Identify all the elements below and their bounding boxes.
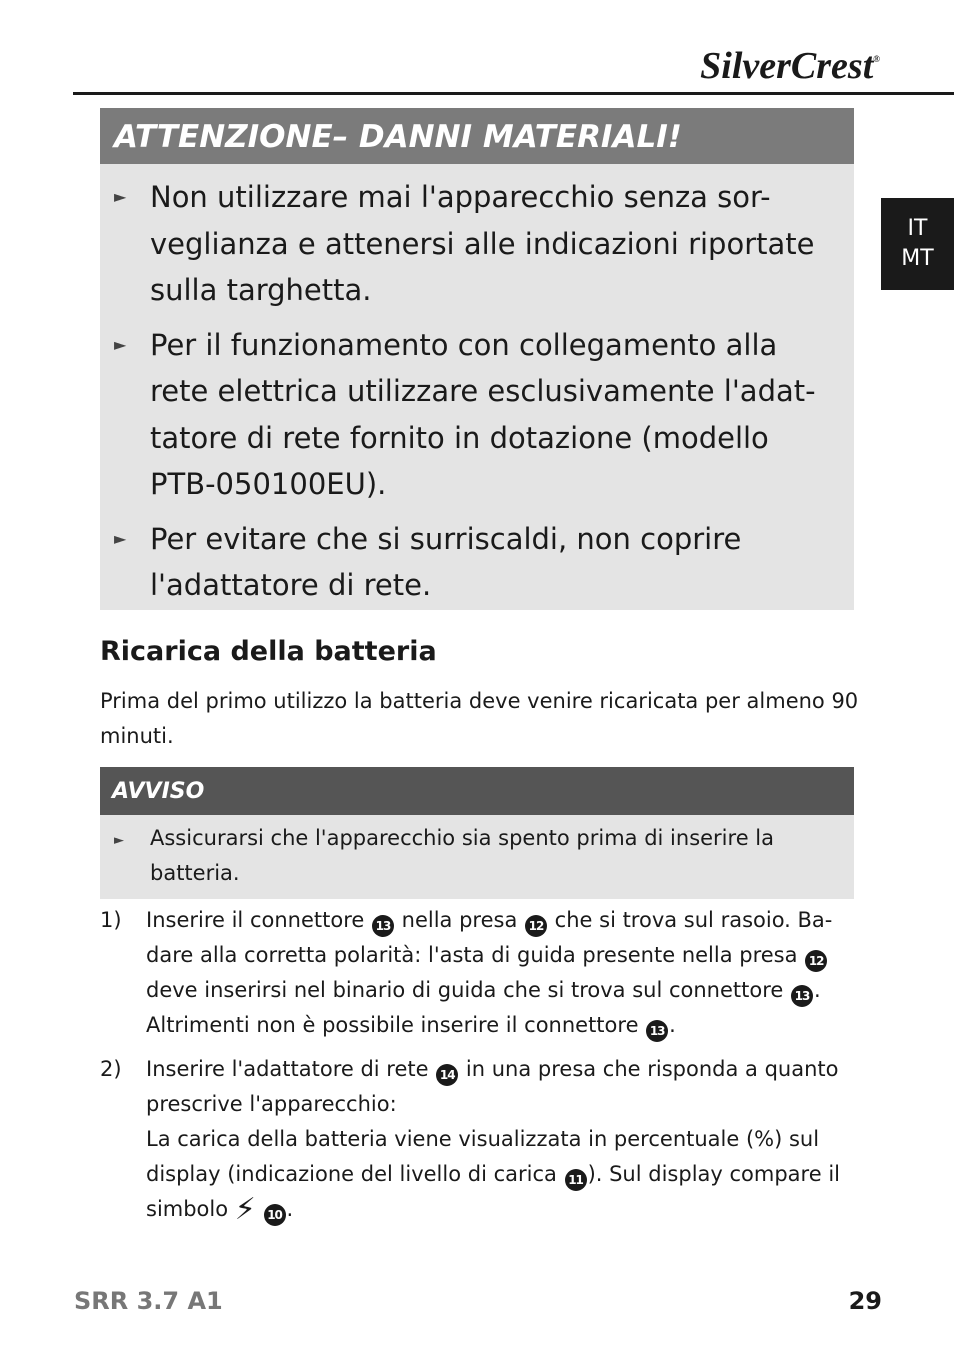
ref-number-badge: 10 <box>264 1204 286 1226</box>
language-code-mt: MT <box>901 246 934 271</box>
lightning-bolt-icon: ⚡︎ <box>234 1192 256 1227</box>
triangle-right-icon: ► <box>114 187 127 206</box>
step-item <box>100 1052 860 1227</box>
ref-number-badge: 13 <box>372 915 394 937</box>
step-text: ). Sul display compare il simbolo <box>146 1162 840 1221</box>
note-title: AVVISO <box>100 767 854 815</box>
step-text: nella presa <box>394 908 524 932</box>
ref-number-badge: 13 <box>791 985 813 1007</box>
step-text: Inserire l'adattatore di rete <box>146 1057 436 1081</box>
trademark-symbol: ® <box>873 54 880 64</box>
step-text: Inserire il connettore <box>146 908 371 932</box>
step-text: . <box>669 1013 676 1037</box>
step-text: che si trova sul rasoio. Ba-dare alla corretta polarità: l'asta di guida presente nella presa <box>146 908 833 967</box>
triangle-right-icon: ► <box>114 528 127 548</box>
footer-page-number: 29 <box>848 1287 882 1315</box>
step-number: 1) <box>100 908 122 932</box>
step-text: . <box>286 1197 294 1221</box>
step-number: 2) <box>100 1057 122 1081</box>
ref-number-badge: 13 <box>646 1020 668 1042</box>
warning-list <box>100 164 854 609</box>
section-title: Ricarica della batteria <box>100 636 437 667</box>
triangle-right-icon: ► <box>114 833 124 848</box>
footer-model-number: SRR 3.7 A1 <box>74 1287 223 1315</box>
warning-item <box>114 322 834 508</box>
ref-number-badge: 11 <box>565 1169 587 1191</box>
brand-name: SilverCrest <box>700 45 874 87</box>
language-tab <box>881 198 954 290</box>
step-text: . Altrimenti non è possibile inserire il connettore <box>146 978 821 1037</box>
warning-item <box>114 516 834 609</box>
section-intro: Prima del primo utilizzo la batteria deve venire ricaricata per almeno 90 minuti. <box>100 689 859 748</box>
note-item-text: Assicurarsi che l'apparecchio sia spento prima di inserire la batteria. <box>150 826 774 885</box>
warning-item-text: Non utilizzare mai l'apparecchio senza sor-veglianza e attenersi alle indicazioni riportate sulla targhetta. <box>150 180 815 307</box>
ref-number-badge: 12 <box>525 915 547 937</box>
language-code-it: IT <box>907 216 928 241</box>
header-rule <box>73 92 954 95</box>
step-item <box>100 903 860 1043</box>
warning-item-text: Per il funzionamento con collegamento alla rete elettrica utilizzare esclusivamente l'adat-tatore di rete fornito in dotazione (modello PTB-050100EU). <box>150 327 816 501</box>
warning-box <box>100 108 854 610</box>
step-text: deve inserirsi nel binario di guida che si trova sul connettore <box>146 978 790 1002</box>
brand-logo <box>700 44 880 88</box>
note-item <box>114 821 834 891</box>
note-box <box>100 767 854 899</box>
warning-item <box>114 174 834 314</box>
ref-number-badge: 14 <box>436 1064 458 1086</box>
step-text: La carica della batteria viene visualizzata in percentuale (%) sul display (indicazione del livello di carica <box>146 1127 820 1186</box>
warning-item-text: Per evitare che si surriscaldi, non coprire l'adattatore di rete. <box>150 521 742 602</box>
ref-number-badge: 12 <box>805 950 827 972</box>
triangle-right-icon: ► <box>114 334 127 354</box>
note-list <box>100 815 854 891</box>
step-text: in una presa che risponda a quanto prescrive l'apparecchio: <box>146 1057 839 1116</box>
warning-title: ATTENZIONE– DANNI MATERIALI! <box>100 108 854 164</box>
steps-list <box>100 903 860 1236</box>
